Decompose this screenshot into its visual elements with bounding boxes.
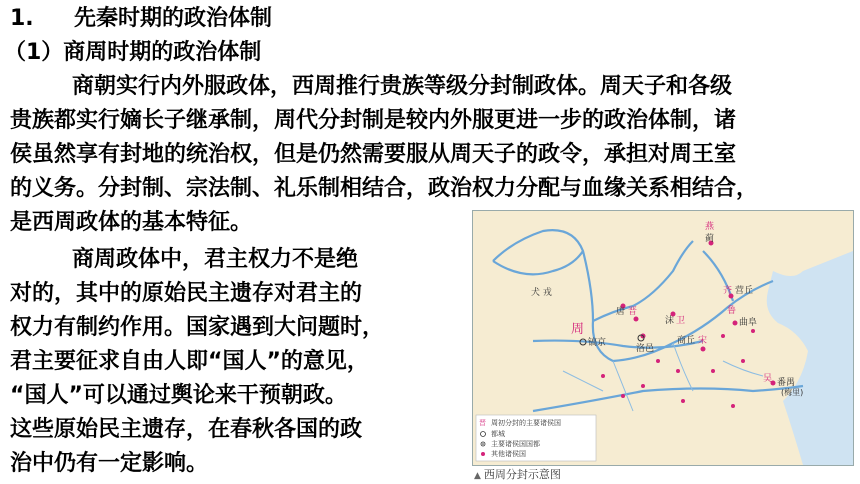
paragraph-line: 是西周政体的基本特征。: [10, 210, 253, 235]
map-caption-text: 西周分封示意图: [483, 468, 561, 481]
paragraph-line: 对的，其中的原始民主遗存对君主的: [10, 281, 363, 306]
section-heading: [10, 2, 272, 36]
paragraph-line: 侯虽然享有封地的统治权，但是仍然需要服从周天子的政令，承担对周王室: [10, 142, 737, 167]
label-lu: 鲁: [727, 306, 737, 316]
legend-item: 都城: [491, 430, 505, 438]
map-caption: [474, 466, 561, 482]
label-zhaoge: 沫: [665, 316, 675, 326]
label-haojing: 镐京: [588, 338, 607, 348]
paragraph-line: 这些原始民主遗存，在春秋各国的政: [10, 417, 363, 442]
label-fanli: 番禺: [777, 378, 796, 388]
label-song: 宋: [698, 336, 708, 346]
map-svg: [473, 211, 853, 465]
paragraph-line: 的义务。分封制、宗法制、礼乐制相结合，政治权力分配与血缘关系相结合，: [10, 176, 759, 201]
legend-item: 其他诸侯国: [491, 450, 526, 458]
label-jin: 晋: [628, 307, 638, 317]
label-yan: 燕: [705, 222, 715, 232]
caption-triangle-icon: ▲: [474, 471, 481, 481]
map-labels: [531, 220, 803, 397]
paragraph-line: 商周政体中，君主权力不是绝: [72, 247, 359, 272]
western-zhou-map: [472, 210, 854, 466]
label-meili: (梅里): [781, 388, 804, 397]
sea-area: [767, 251, 853, 465]
label-yingqiu: 营丘: [735, 286, 754, 296]
label-zhou: 周: [571, 322, 585, 337]
paragraph-line: 治中仍有一定影响。: [10, 451, 209, 476]
label-shangqiu: 商丘: [677, 336, 696, 346]
label-qi: 齐: [723, 286, 733, 296]
label-luoyi: 洛邑: [636, 344, 655, 354]
paragraph-democracy: [10, 243, 420, 481]
label-tang: 唐: [616, 307, 626, 317]
paragraph-line: 贵族都实行嫡长子继承制，周代分封制是较内外服更进一步的政治体制，诸: [10, 108, 737, 133]
label-qufu: 曲阜: [739, 318, 758, 328]
paragraph-line: “国人”可以通过舆论来干预朝政。: [10, 383, 347, 408]
legend-sample-text: 晋: [479, 419, 486, 427]
legend-item: 主要诸侯国国都: [491, 440, 540, 448]
paragraph-line: 权力有制约作用。国家遇到大问题时，: [10, 315, 385, 340]
paragraph-line: 君主要征求自由人即“国人”的意见，: [10, 349, 369, 374]
paragraph-line: 商朝实行内外服政体，西周推行贵族等级分封制政体。周天子和各级: [72, 74, 733, 99]
label-wei: 卫: [676, 316, 686, 326]
label-ji: 蓟: [705, 234, 715, 244]
section-number: 1.: [10, 6, 34, 31]
section-title: 先秦时期的政治体制: [74, 6, 273, 31]
label-quanrong: 犬 戎: [531, 288, 552, 298]
legend-item: 周初分封的主要诸侯国: [491, 419, 561, 427]
label-wu: 吴: [763, 374, 773, 384]
map-legend: [476, 415, 596, 461]
subsection-heading: （1）商周时期的政治体制: [4, 40, 262, 65]
